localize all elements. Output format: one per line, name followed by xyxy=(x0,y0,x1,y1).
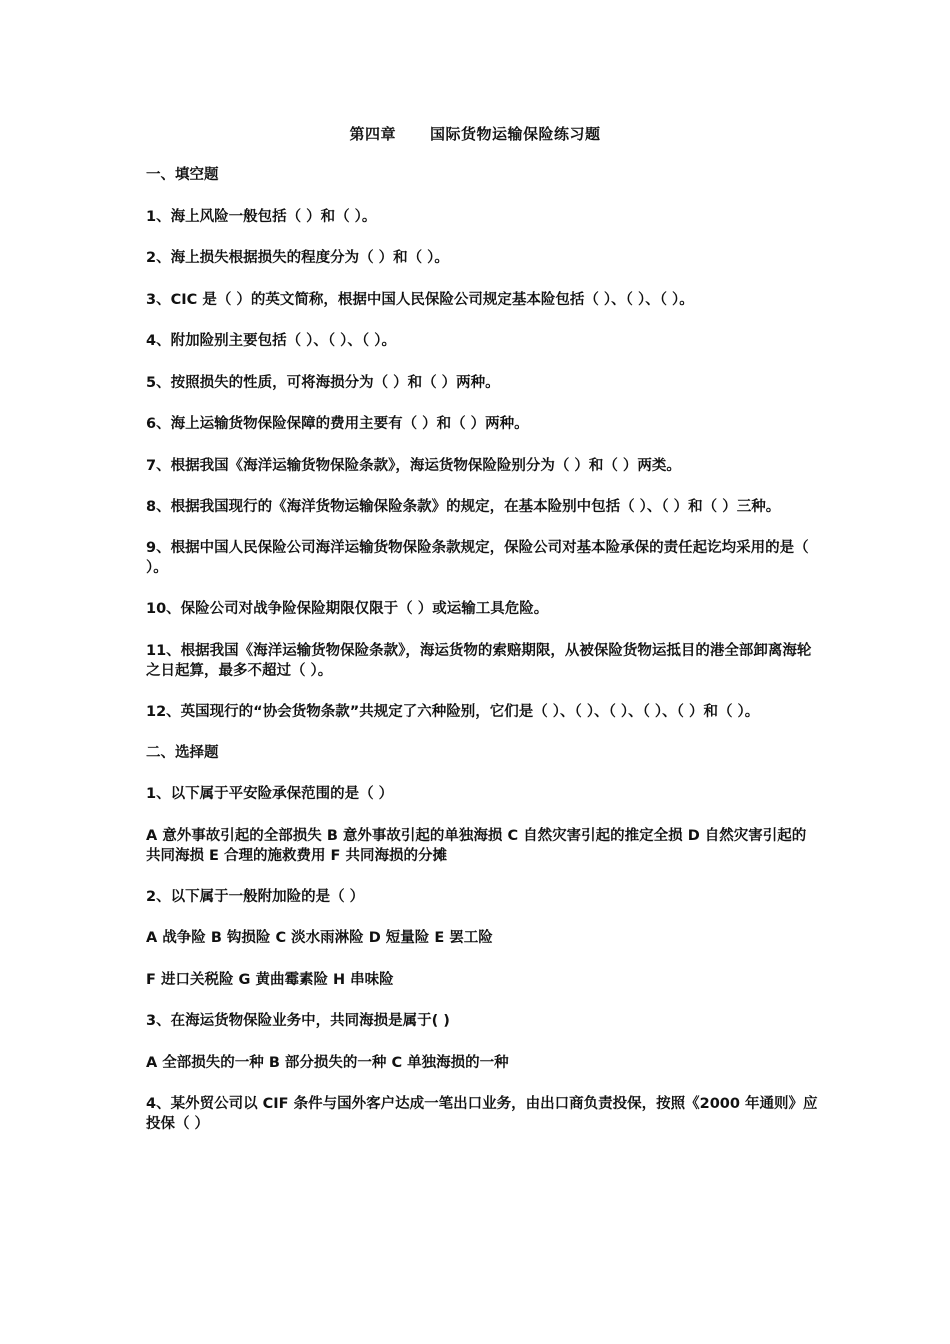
question-fill-6: 6、海上运输货物保险保障的费用主要有（ ）和（ ）两种。 xyxy=(146,416,529,432)
question-fill-12: 12、英国现行的“协会货物条款”共规定了六种险别，它们是（ ）、（ ）、（ ）、（ ）、（ ）和（ ）。 xyxy=(146,703,760,720)
question-choice-4: 4、某外贸公司以 CIF 条件与国外客户达成一笔出口业务，由出口商负责投保，按照《2000 年通则》应投保（ ） xyxy=(146,1096,818,1132)
question-choice-1: 1、以下属于平安险承保范围的是（ ） xyxy=(146,786,394,802)
chapter-title: 国际货物运输保险练习题 xyxy=(430,125,601,143)
question-fill-5: 5、按照损失的性质，可将海损分为（ ）和（ ）两种。 xyxy=(146,374,500,391)
section-heading-fill-blank: 一、填空题 xyxy=(146,167,219,183)
document-body xyxy=(146,165,818,1155)
question-fill-11: 11、根据我国《海洋运输货物保险条款》，海运货物的索赔期限，从被保险货物运抵目的港全部卸离海轮之日起算，最多不超过（ ）。 xyxy=(146,642,812,679)
question-choice-2: 2、以下属于一般附加险的是（ ） xyxy=(146,888,365,905)
question-fill-1: 1、海上风险一般包括（ ）和（ ）。 xyxy=(146,208,377,225)
question-fill-2: 2、海上损失根据损失的程度分为（ ）和（ ）。 xyxy=(146,250,449,266)
question-choice-1-options: A 意外事故引起的全部损失 B 意外事故引起的单独海损 C 自然灾害引起的推定全损 D 自然灾害引起的共同海损 E 合理的施救费用 F 共同海损的分摊 xyxy=(146,827,807,864)
question-fill-7: 7、根据我国《海洋运输货物保险条款》，海运货物保险险别分为（ ）和（ ）两类。 xyxy=(146,457,681,474)
question-choice-3-options: A 全部损失的一种 B 部分损失的一种 C 单独海损的一种 xyxy=(146,1054,509,1071)
question-choice-2-options-b: F 进口关税险 G 黄曲霉素险 H 串味险 xyxy=(146,971,394,988)
question-fill-3: 3、CIC 是（ ）的英文简称，根据中国人民保险公司规定基本险包括（ ）、（ ）、（ ）。 xyxy=(146,291,694,308)
chapter-label: 第四章 xyxy=(349,125,396,143)
question-choice-2-options-a: A 战争险 B 钩损险 C 淡水雨淋险 D 短量险 E 罢工险 xyxy=(146,930,493,946)
question-choice-3: 3、在海运货物保险业务中，共同海损是属于( ) xyxy=(146,1013,450,1029)
question-fill-10: 10、保险公司对战争险保险期限仅限于（ ）或运输工具危险。 xyxy=(146,601,549,617)
question-fill-8: 8、根据我国现行的《海洋货物运输保险条款》的规定，在基本险别中包括（ ）、（ ）和（ ）三种。 xyxy=(146,499,781,515)
section-heading-choice: 二、选择题 xyxy=(146,744,219,761)
page-title xyxy=(0,124,950,144)
question-fill-4: 4、附加险别主要包括（ ）、（ ）、（ ）。 xyxy=(146,333,396,349)
question-fill-9: 9、根据中国人民保险公司海洋运输货物保险条款规定，保险公司对基本险承保的责任起讫均采用的是（ ）。 xyxy=(146,540,809,576)
